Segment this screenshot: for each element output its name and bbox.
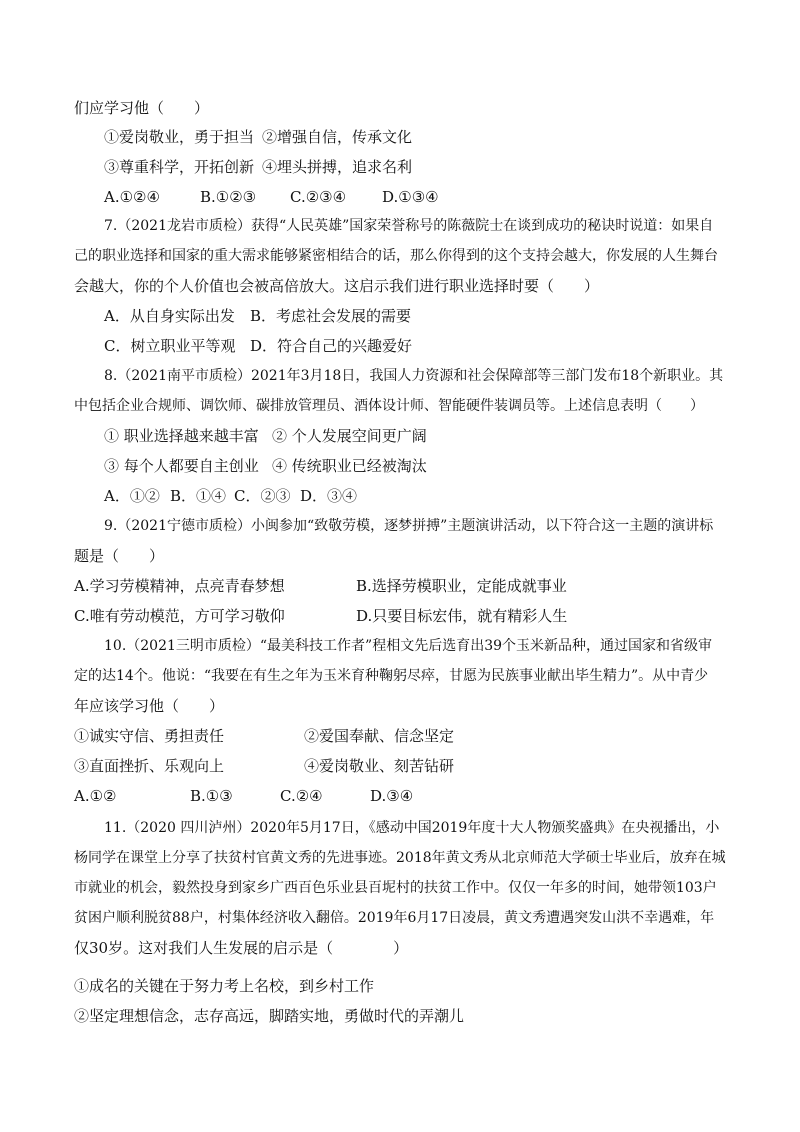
q6-item-2: ②增强自信，传承文化 — [262, 128, 413, 146]
q8-item-3: ③ 每个人都要自主创业 — [104, 457, 259, 475]
q6-item-3: ③尊重科学，开拓创新 — [104, 158, 255, 176]
q8-option-d: D．③④ — [300, 487, 358, 505]
q10-item-1: ①诚实守信、勇担责任 — [74, 727, 225, 745]
q8-option-c: C．②③ — [234, 487, 291, 505]
q7-stem-line-2: 己的职业选择和国家的重大需求能够紧密相结合的话，那么你得到的这个支持会越大，你发展的人生舞台 — [74, 248, 718, 264]
q7-option-a: A．从自身实际出发 — [104, 307, 235, 325]
q9-stem-line-2: 题是（ ） — [74, 547, 165, 565]
q8-option-b: B．①④ — [170, 487, 227, 505]
q6-item-1: ①爱岗敬业，勇于担当 — [104, 128, 255, 146]
q10-option-c: C.②④ — [280, 787, 323, 805]
q9-option-d: D.只要目标宏伟，就有精彩人生 — [356, 607, 568, 625]
q7-stem-line-3: 会越大，你的个人价值也会被高倍放大。这启示我们进行职业选择时要（ ） — [74, 277, 600, 295]
q11-stem-line-5: 仅30岁。这对我们人生发展的启示是（ ） — [74, 939, 409, 957]
q10-item-3: ③直面挫折、乐观向上 — [74, 757, 225, 775]
q10-option-b: B.①③ — [190, 787, 233, 805]
q9-stem-line-1: 9.（2021宁德市质检）小闽参加“致敬劳模，逐梦拼搏”主题演讲活动，以下符合这一主题的演讲标 — [104, 518, 714, 534]
q11-item-1: ①成名的关键在于努力考上名校，到乡村工作 — [74, 977, 375, 995]
q6-option-a: A.①②④ — [104, 188, 160, 206]
q6-option-c: C.②③④ — [290, 188, 347, 206]
q9-option-a: A.学习劳模精神，点亮青春梦想 — [74, 577, 285, 595]
q10-item-2: ②爱国奉献、信念坚定 — [304, 727, 455, 745]
q10-stem-line-1: 10.（2021三明市质检）“最美科技工作者”程相文先后选育出39个玉米新品种，通过国家和省级审 — [104, 638, 713, 654]
q8-stem-line-2: 中包括企业合规师、调饮师、碳排放管理员、酒体设计师、智能硬件装调员等。上述信息表明（ ） — [74, 398, 704, 414]
q9-option-b: B.选择劳模职业，定能成就事业 — [356, 577, 567, 595]
q8-option-a: A．①② — [104, 487, 160, 505]
q8-item-1: ① 职业选择越来越丰富 — [104, 427, 259, 445]
q11-stem-line-1: 11.（2020 四川泸州）2020年5月17日，《感动中国2019年度十大人物颁奖盛典》在央视播出，小 — [104, 820, 720, 836]
q11-item-2: ②坚定理想信念，志存高远，脚踏实地，勇做时代的弄潮儿 — [74, 1007, 465, 1025]
q10-option-a: A.①② — [74, 787, 117, 805]
q7-option-d: D．符合自己的兴趣爱好 — [250, 337, 413, 355]
q8-item-2: ② 个人发展空间更广阔 — [272, 427, 427, 445]
q10-stem-line-2: 定的达14个。他说：“我要在有生之年为玉米育种鞠躬尽瘁，甘愿为民族事业献出毕生精力”。从中青少 — [74, 668, 709, 684]
q7-option-b: B．考虑社会发展的需要 — [250, 307, 412, 325]
q10-item-4: ④爱岗敬业、刻苦钻研 — [304, 757, 455, 775]
q8-item-4: ④ 传统职业已经被淘汰 — [272, 457, 427, 475]
q7-stem-line-1: 7.（2021龙岩市质检）获得“人民英雄”国家荣誉称号的陈薇院士在谈到成功的秘诀时说道：如果自 — [104, 218, 714, 234]
q11-stem-line-3: 市就业的机会，毅然投身到家乡广西百色乐业县百坭村的扶贫工作中。仅仅一年多的时间，她带领103户 — [74, 880, 717, 896]
q6-option-d: D.①③④ — [382, 188, 439, 206]
q8-stem-line-1: 8.（2021南平市质检）2021年3月18日，我国人力资源和社会保障部等三部门发布18个新职业。其 — [104, 368, 724, 384]
q10-option-d: D.③④ — [370, 787, 414, 805]
q7-option-c: C．树立职业平等观 — [104, 337, 236, 355]
q11-stem-line-2: 杨同学在课堂上分享了扶贫村官黄文秀的先进事迹。2018年黄文秀从北京师范大学硕士毕业后，放弃在城 — [74, 850, 726, 866]
q6-option-b: B.①②③ — [200, 188, 257, 206]
q6-item-4: ④埋头拼搏，追求名利 — [262, 158, 413, 176]
q10-stem-line-3: 年应该学习他（ ） — [74, 697, 225, 715]
q9-option-c: C.唯有劳动模范，方可学习敬仰 — [74, 607, 285, 625]
q11-stem-line-4: 贫困户顺利脱贫88户，村集体经济收入翻倍。2019年6月17日凌晨，黄文秀遭遇突发山洪不幸遇难，年 — [74, 910, 715, 926]
q6-stem-tail: 们应学习他（ ） — [74, 99, 210, 117]
